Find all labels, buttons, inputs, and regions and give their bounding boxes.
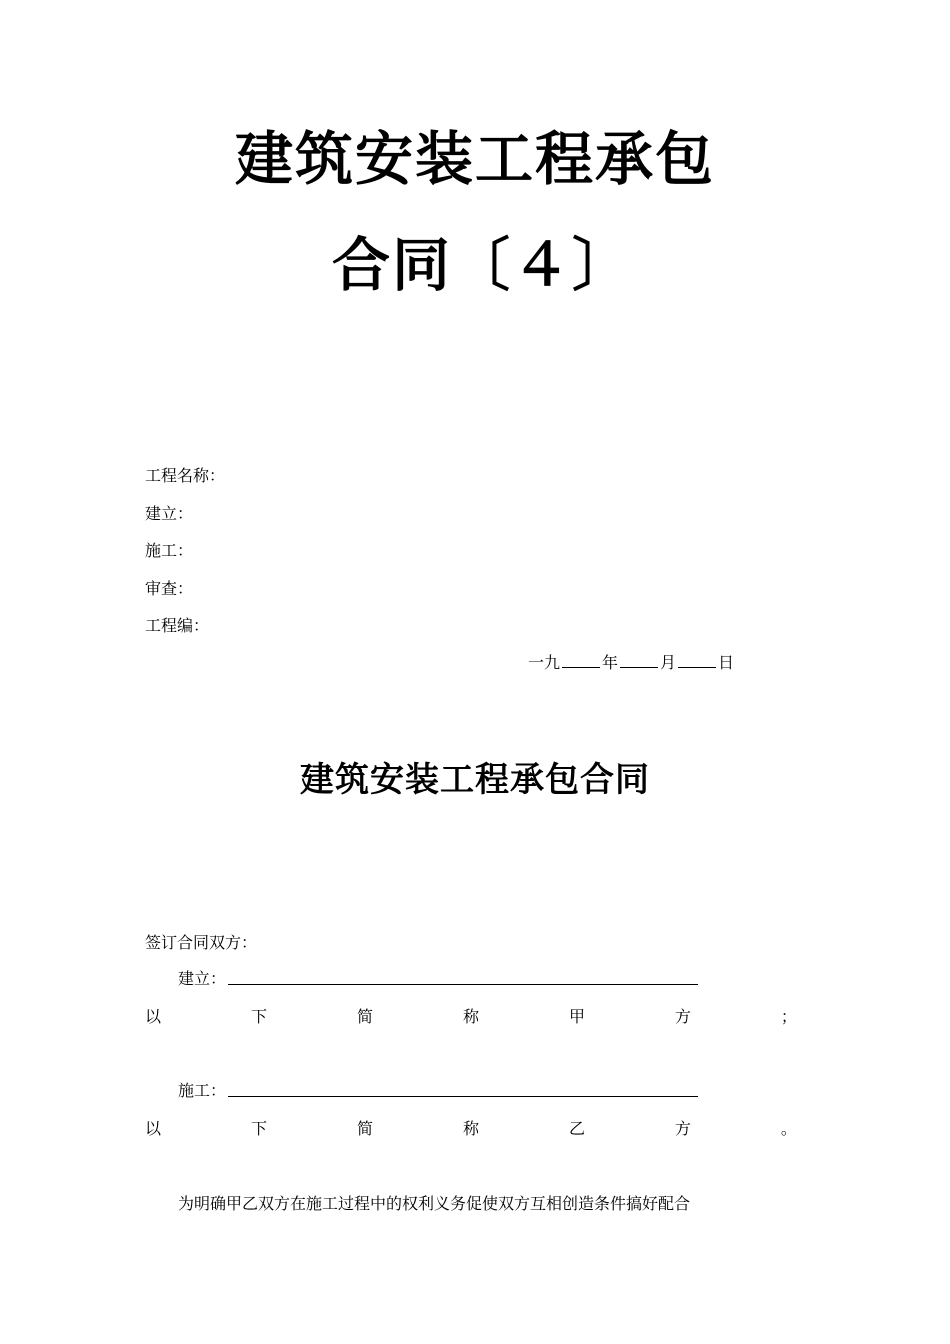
- party-b-desc-char: 方: [674, 1119, 691, 1138]
- party-b-label: 施工：: [178, 1081, 227, 1100]
- date-month-label: 月: [660, 653, 677, 672]
- date-year-label: 年: [602, 653, 619, 672]
- party-b-desc-char: 以: [145, 1119, 162, 1138]
- party-a-desc-char: 以: [145, 1007, 162, 1026]
- field-construction: 施工：: [145, 541, 194, 560]
- field-project-name: 工程名称：: [145, 466, 226, 485]
- party-a-desc-char: 称: [462, 1007, 479, 1026]
- party-b-desc-char: 称: [462, 1119, 479, 1138]
- field-review: 审查：: [145, 579, 194, 598]
- date-prefix: 一九: [528, 653, 561, 672]
- party-a-desc-char: 方: [674, 1007, 691, 1026]
- field-establish: 建立：: [145, 504, 194, 523]
- party-a-desc-char: 简: [356, 1007, 373, 1026]
- contract-title: 建筑安装工程承包合同: [300, 760, 650, 800]
- party-a-desc-char: ；: [780, 1007, 797, 1026]
- parties-heading: 签订合同双方：: [145, 933, 258, 952]
- party-b-description: [145, 1116, 797, 1139]
- party-a-description: [145, 1004, 797, 1027]
- party-b-desc-char: 简: [356, 1119, 373, 1138]
- party-a-desc-char: 甲: [568, 1007, 585, 1026]
- party-b-underline: [228, 1096, 698, 1097]
- contract-intro: 为明确甲乙双方在施工过程中的权利义务促使双方互相创造条件搞好配合: [178, 1194, 691, 1213]
- date-day-blank: [678, 653, 716, 668]
- party-a-label: 建立：: [178, 969, 227, 988]
- date-day-label: 日: [718, 653, 735, 672]
- party-b-desc-char: 。: [780, 1119, 797, 1138]
- date-month-blank: [620, 653, 658, 668]
- date-year-blank: [562, 653, 600, 668]
- cover-title-line1: 建筑安装工程承包: [234, 125, 715, 193]
- date-line: [528, 650, 734, 673]
- party-b-desc-char: 下: [250, 1119, 267, 1138]
- cover-title-line2: 合同〔４〕: [332, 231, 633, 299]
- party-a-desc-char: 下: [250, 1007, 267, 1026]
- field-project-number: 工程编：: [145, 616, 210, 635]
- party-b-desc-char: 乙: [568, 1119, 585, 1138]
- party-a-underline: [228, 984, 698, 985]
